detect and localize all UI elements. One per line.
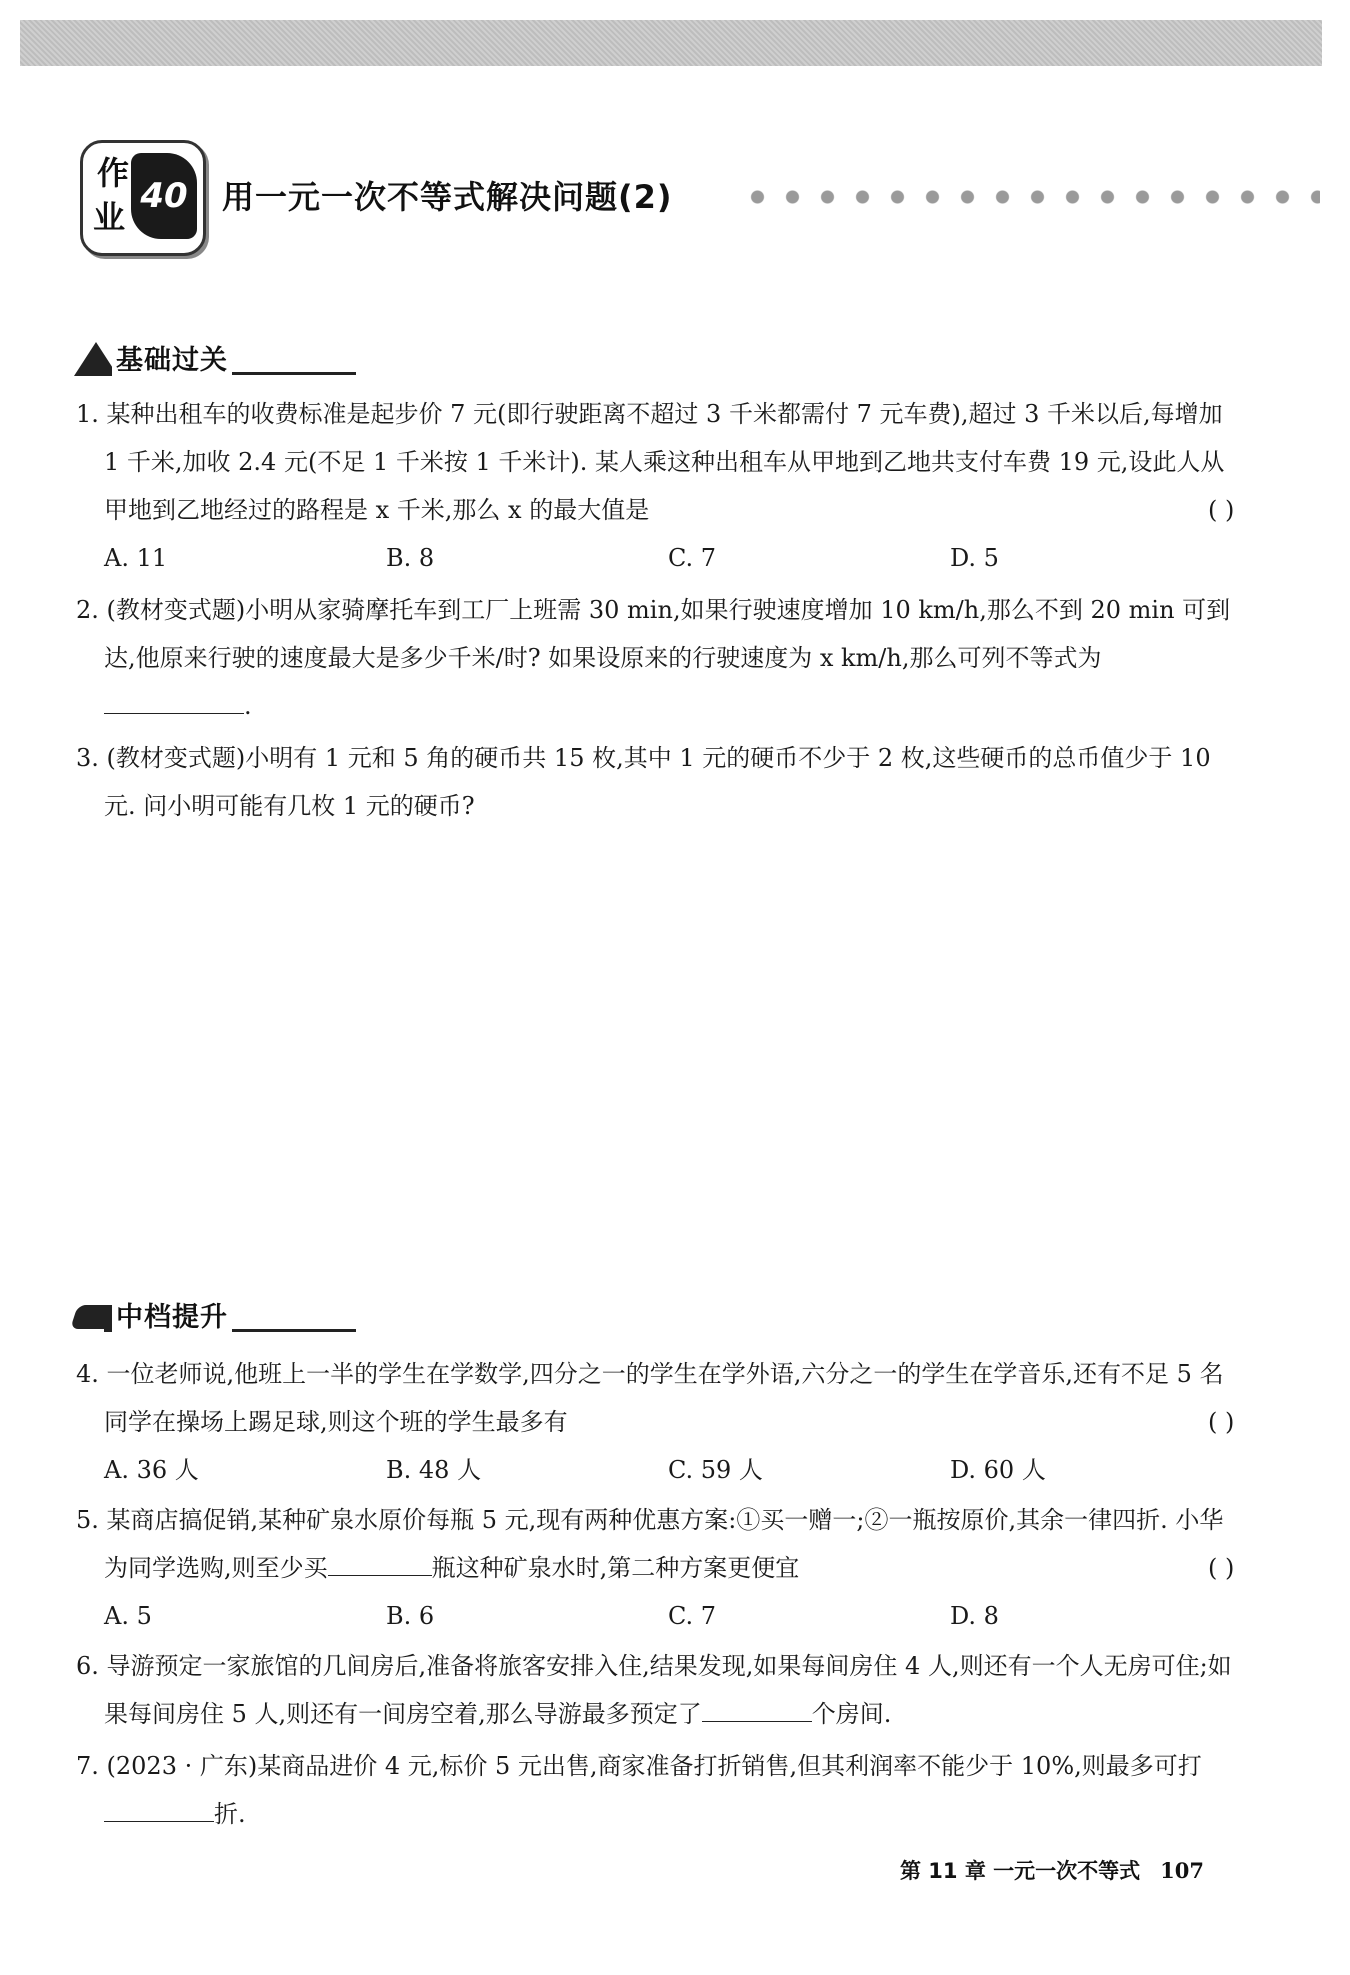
question-4-option-c: C. 59 人 xyxy=(668,1456,763,1484)
question-5-answer-blank[interactable] xyxy=(328,1545,432,1576)
question-4-text: 4. 一位老师说,他班上一半的学生在学数学,四分之一的学生在学外语,六分之一的学生在学音乐,还有不足 5 名同学在操场上踢足球,则这个班的学生最多有 xyxy=(76,1360,1224,1436)
page-title: 用一元一次不等式解决问题(2) xyxy=(222,178,673,216)
question-6-answer-blank[interactable] xyxy=(702,1691,812,1722)
question-7-text-a: 7. (2023 · 广东)某商品进价 4 元,标价 5 元出售,商家准备打折销售,但其利润率不能少于 10%,则最多可打 xyxy=(76,1752,1202,1780)
badge-top-char: 作 xyxy=(97,154,130,192)
question-2-text: 2. (教材变式题)小明从家骑摩托车到工厂上班需 30 min,如果行驶速度增加 10 km/h,那么不到 20 min 可到达,他原来行驶的速度最大是多少千米/时? 如果设原来的行驶速度为 x km/h,那么可列不等式为 xyxy=(76,596,1231,672)
question-1-options xyxy=(104,534,1236,582)
question-2-end: . xyxy=(244,692,252,720)
section-advanced-label: 中档提升 xyxy=(112,1295,232,1334)
footer-chapter: 第 11 章 一元一次不等式 xyxy=(900,1859,1141,1883)
question-1-option-d: D. 5 xyxy=(950,544,999,572)
question-4-option-d: D. 60 人 xyxy=(950,1456,1046,1484)
section-advanced-header xyxy=(74,1295,294,1335)
badge-number: 40 xyxy=(131,153,197,239)
question-6-text-a: 6. 导游预定一家旅馆的几间房后,准备将旅客安排入住,结果发现,如果每间房住 4 人,则还有一个人无房可住;如果每间房住 5 人,则还有一间房空着,那么导游最多预定了 xyxy=(76,1652,1232,1728)
question-6 xyxy=(76,1642,1236,1738)
question-7-text-b: 折. xyxy=(214,1800,246,1828)
question-7-answer-blank[interactable] xyxy=(104,1791,214,1822)
title-dots-decoration xyxy=(740,190,1320,204)
question-4: 4. 一位老师说,他班上一半的学生在学数学,四分之一的学生在学外语,六分之一的学生在学音乐,还有不足 5 名同学在操场上踢足球,则这个班的学生最多有 ( ) A. 36 人 B. 48 人 C. 59 人 D. 60 人 xyxy=(76,1350,1236,1494)
question-7 xyxy=(76,1742,1236,1838)
section-basic-label: 基础过关 xyxy=(112,338,232,377)
question-6-text-b: 个房间. xyxy=(811,1700,892,1728)
page-footer xyxy=(900,1855,1204,1885)
question-2-answer-blank[interactable] xyxy=(104,683,244,714)
homework-badge xyxy=(80,140,206,256)
question-4-option-b: B. 48 人 xyxy=(386,1456,482,1484)
question-5-option-a: A. 5 xyxy=(104,1602,152,1630)
badge-bottom-char: 业 xyxy=(93,198,126,236)
question-5-option-b: B. 6 xyxy=(386,1602,435,1630)
page-number: 107 xyxy=(1160,1858,1204,1883)
question-5-options xyxy=(104,1592,1236,1640)
question-5-text-b: 瓶这种矿泉水时,第二种方案更便宜 xyxy=(431,1554,800,1582)
question-1-option-b: B. 8 xyxy=(386,544,435,572)
section-basic-header xyxy=(74,338,294,378)
question-1-option-a: A. 11 xyxy=(104,544,168,572)
question-3 xyxy=(76,734,1236,830)
question-4-options xyxy=(104,1446,1236,1494)
question-5: 5. 某商店搞促销,某种矿泉水原价每瓶 5 元,现有两种优惠方案:①买一赠一;②一瓶按原价,其余一律四折. 小华为同学选购,则至少买 瓶这种矿泉水时,第二种方案更便宜 ( ) A. 5 B. 6 C. 7 D. 8 xyxy=(76,1496,1236,1640)
question-1-text: 1. 某种出租车的收费标准是起步价 7 元(即行驶距离不超过 3 千米都需付 7 元车费),超过 3 千米以后,每增加 1 千米,加收 2.4 元(不足 1 千米按 1 千米计). 某人乘这种出租车从甲地到乙地共支付车费 19 元,设此人从甲地到乙地经过的路程是 x 千米,那么 x 的最大值是 xyxy=(76,400,1225,524)
question-5-text-a: 5. 某商店搞促销,某种矿泉水原价每瓶 5 元,现有两种优惠方案:①买一赠一;②一瓶按原价,其余一律四折. 小华为同学选购,则至少买 xyxy=(76,1506,1224,1582)
question-5-option-c: C. 7 xyxy=(668,1602,717,1630)
question-3-text: 3. (教材变式题)小明有 1 元和 5 角的硬币共 15 枚,其中 1 元的硬币不少于 2 枚,这些硬币的总币值少于 10 元. 问小明可能有几枚 1 元的硬币? xyxy=(76,744,1211,820)
question-5-option-d: D. 8 xyxy=(950,1602,999,1630)
question-2 xyxy=(76,586,1236,730)
top-decorative-bar xyxy=(20,20,1322,66)
question-1: 1. 某种出租车的收费标准是起步价 7 元(即行驶距离不超过 3 千米都需付 7 元车费),超过 3 千米以后,每增加 1 千米,加收 2.4 元(不足 1 千米按 1 千米计). 某人乘这种出租车从甲地到乙地共支付车费 19 元,设此人从甲地到乙地经过的路程是 x 千米,那么 x 的最大值是 ( ) A. 11 B. 8 C. 7 D. 5 xyxy=(76,390,1236,582)
question-1-option-c: C. 7 xyxy=(668,544,717,572)
question-4-option-a: A. 36 人 xyxy=(104,1456,199,1484)
